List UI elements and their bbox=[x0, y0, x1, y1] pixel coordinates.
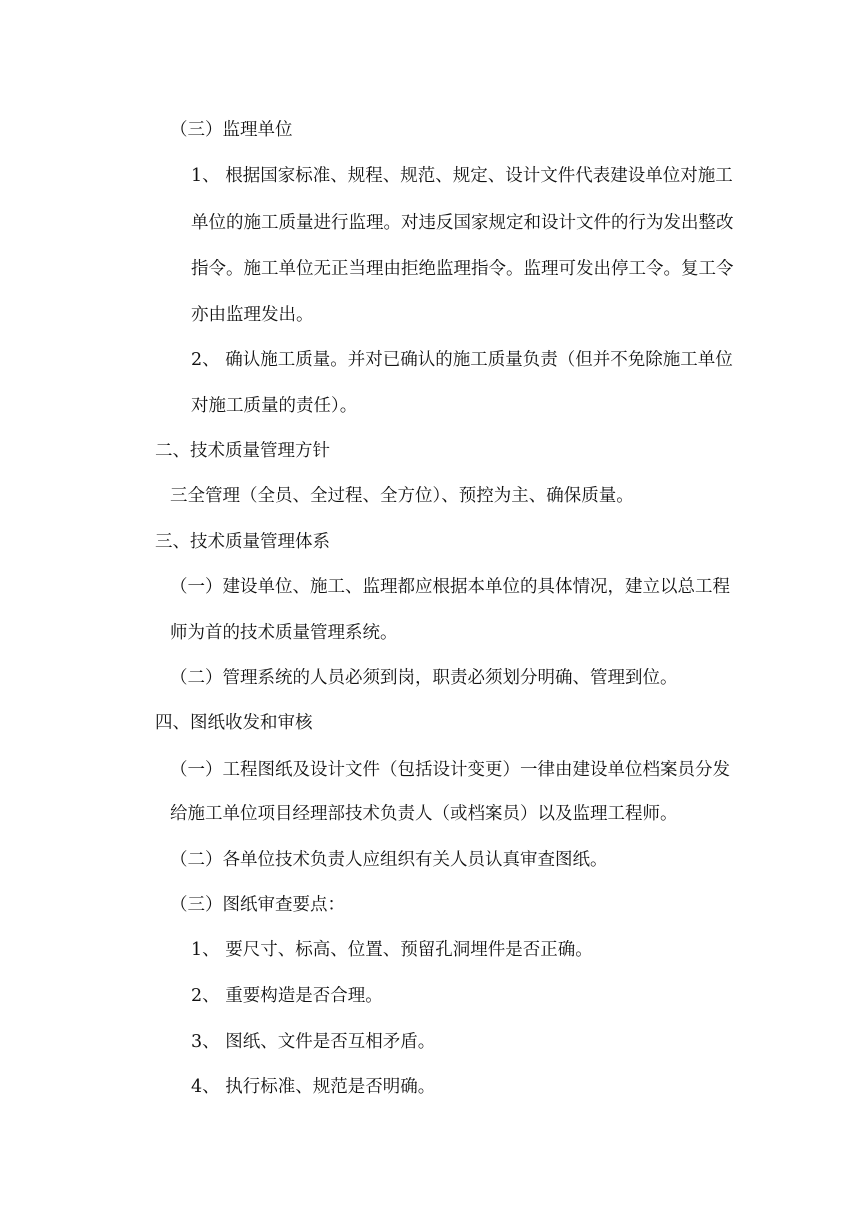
paragraph-line: 2、 确认施工质量。并对已确认的施工质量负责（但并不免除施工单位 bbox=[191, 350, 733, 370]
paragraph-line: 亦由监理发出。 bbox=[191, 305, 314, 325]
list-item: 2、 重要构造是否合理。 bbox=[191, 986, 383, 1006]
section-heading-drawings: 四、图纸收发和审核 bbox=[155, 713, 313, 733]
section-heading-policy: 二、技术质量管理方针 bbox=[155, 441, 330, 461]
paragraph-line: 给施工单位项目经理部技术负责人（或档案员）以及监理工程师。 bbox=[170, 804, 678, 824]
paragraph-line: （一）建设单位、施工、监理都应根据本单位的具体情况，建立以总工程 bbox=[170, 577, 730, 597]
paragraph-line: 单位的施工质量进行监理。对违反国家规定和设计文件的行为发出整改 bbox=[191, 213, 734, 233]
paragraph-line: （二）各单位技术负责人应组织有关人员认真审查图纸。 bbox=[170, 850, 608, 870]
paragraph-line: 师为首的技术质量管理系统。 bbox=[170, 623, 398, 643]
paragraph-line: （三）图纸审查要点： bbox=[170, 895, 345, 915]
section-heading-supervision-unit: （三）监理单位 bbox=[170, 120, 293, 140]
paragraph-line: 1、 根据国家标准、规程、规范、规定、设计文件代表建设单位对施工 bbox=[191, 166, 733, 186]
section-heading-system: 三、技术质量管理体系 bbox=[155, 532, 330, 552]
paragraph-line: （二）管理系统的人员必须到岗，职责必须划分明确、管理到位。 bbox=[170, 668, 678, 688]
paragraph-line: 对施工质量的责任）。 bbox=[191, 396, 358, 416]
list-item: 4、 执行标准、规范是否明确。 bbox=[191, 1077, 436, 1097]
paragraph-line: 指令。施工单位无正当理由拒绝监理指令。监理可发出停工令。复工令 bbox=[191, 259, 734, 279]
paragraph-line: （一）工程图纸及设计文件（包括设计变更）一律由建设单位档案员分发 bbox=[170, 760, 730, 780]
list-item: 1、 要尺寸、标高、位置、预留孔洞埋件是否正确。 bbox=[191, 940, 593, 960]
list-item: 3、 图纸、文件是否互相矛盾。 bbox=[191, 1032, 436, 1052]
paragraph-line: 三全管理（全员、全过程、全方位）、预控为主、确保质量。 bbox=[170, 486, 634, 506]
